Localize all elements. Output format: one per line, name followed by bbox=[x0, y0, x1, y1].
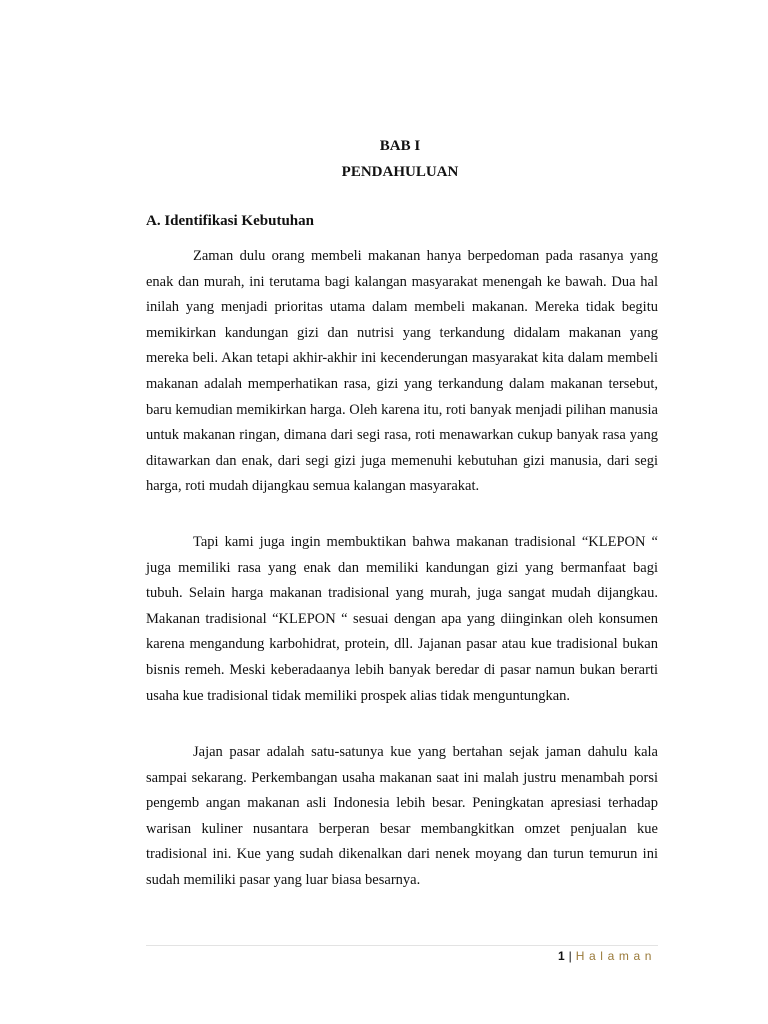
page-footer bbox=[558, 948, 656, 964]
page-label: Halaman bbox=[575, 949, 656, 963]
footer-divider bbox=[146, 945, 658, 946]
paragraph-1: Zaman dulu orang membeli makanan hanya berpedoman pada rasanya yang enak dan murah, ini terutama bagi kalangan masyarakat menengah ke bawah. Dua hal inilah yang menjadi prioritas utama dalam membeli makanan. Mereka tidak begitu memikirkan kandungan gizi dan nutrisi yang terkandung didalam makanan yang mereka beli. Akan tetapi akhir-akhir ini kecenderungan masyarakat kita dalam membeli makanan adalah memperhatikan rasa, gizi yang terkandung dalam makanan tersebut, baru kemudian memikirkan harga. Oleh karena itu, roti banyak menjadi pilihan manusia untuk makanan ringan, dimana dari segi rasa, roti menawarkan cukup banyak rasa yang ditawarkan dan enak, dari segi gizi juga memenuhi kebutuhan gizi manusia, dari segi harga, roti mudah dijangkau semua kalangan masyarakat. bbox=[146, 248, 658, 495]
footer-separator: | bbox=[568, 949, 572, 963]
section-heading: A. Identifikasi Kebutuhan bbox=[146, 213, 314, 229]
paragraph-3: Jajan pasar adalah satu-satunya kue yang bertahan sejak jaman dahulu kala sampai sekarang. Perkembangan usaha makanan saat ini malah justru menambah porsi pengemb angan makanan asli Indonesia lebih besar. Peningkatan apresiasi terhadap warisan kuliner nusantara berperan besar membangkitkan omzet penjualan kue tradisional ini. Kue yang sudah dikenalkan dari nenek moyang dan turun temurun ini sudah memiliki pasar yang luar biasa besarnya. bbox=[146, 744, 658, 888]
chapter-number: BAB I bbox=[379, 138, 421, 154]
paragraph-2: Tapi kami juga ingin membuktikan bahwa makanan tradisional “KLEPON “ juga memiliki rasa yang enak dan memiliki kandungan gizi yang bermanfaat bagi tubuh. Selain harga makanan tradisional yang murah, juga sangat mudah dijangkau. Makanan tradisional “KLEPON “ sesuai dengan apa yang diinginkan oleh konsumen karena mengandung karbohidrat, protein, dll. Jajanan pasar atau kue tradisional bukan bisnis remeh. Meski keberadaanya lebih banyak beredar di pasar namun bukan berarti usaha kue tradisional tidak memiliki prospek alias tidak menguntungkan. bbox=[146, 534, 658, 704]
page-number: 1 bbox=[557, 949, 565, 963]
chapter-title: PENDAHULUAN bbox=[341, 164, 459, 180]
